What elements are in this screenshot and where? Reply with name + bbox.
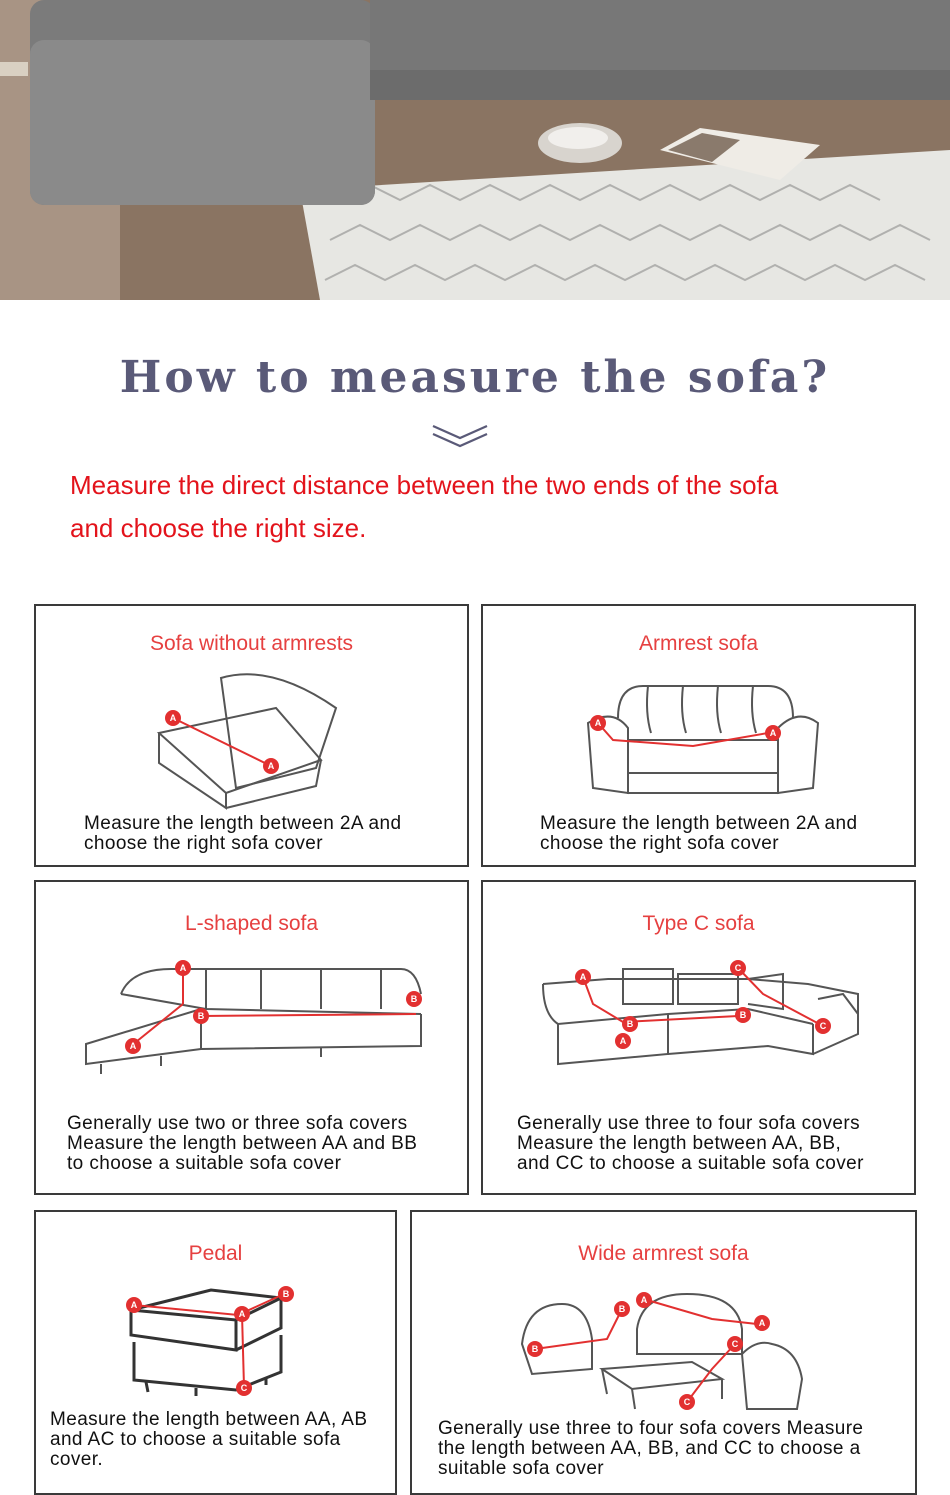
card-description bbox=[67, 1114, 417, 1174]
wide-armrest-sofa-illustration bbox=[517, 1284, 807, 1419]
type-c-sofa-illustration bbox=[538, 954, 868, 1089]
card-description bbox=[540, 814, 857, 854]
description-line: Measure the length between AA, BB, bbox=[517, 1133, 842, 1154]
card-type-c-sofa bbox=[481, 880, 916, 1195]
double-chevron-down-icon bbox=[431, 422, 491, 450]
card-title: Type C sofa bbox=[642, 912, 755, 935]
description-line: to choose a suitable sofa cover bbox=[67, 1153, 342, 1174]
marker-label: C bbox=[734, 963, 742, 973]
description-line: Measure the length between AA, AB bbox=[50, 1409, 368, 1430]
card-title: Sofa without armrests bbox=[149, 632, 354, 655]
marker-label: C bbox=[731, 1339, 739, 1349]
description-line: Generally use three to four sofa covers bbox=[517, 1113, 860, 1134]
marker-label: A bbox=[619, 1036, 627, 1046]
marker-label: C bbox=[240, 1383, 248, 1393]
measure-instruction bbox=[70, 464, 900, 550]
marker-label: C bbox=[683, 1397, 691, 1407]
marker-label: A bbox=[769, 728, 777, 738]
marker-label: A bbox=[758, 1318, 766, 1328]
marker-label: A bbox=[238, 1309, 246, 1319]
instruction-line-2: and choose the right size. bbox=[70, 513, 367, 543]
marker-label: A bbox=[130, 1300, 138, 1310]
armless-sofa-illustration bbox=[151, 668, 351, 818]
description-line: suitable sofa cover bbox=[438, 1458, 605, 1479]
description-line: cover. bbox=[50, 1449, 104, 1470]
marker-label: B bbox=[197, 1011, 205, 1021]
description-line: Measure the length between 2A and bbox=[540, 813, 858, 834]
card-title: Armrest sofa bbox=[638, 632, 759, 655]
card-wide-armrest-sofa bbox=[410, 1210, 917, 1495]
card-sofa-without-armrests bbox=[34, 604, 469, 867]
description-line: Generally use three to four sofa covers Measure bbox=[438, 1418, 864, 1439]
marker-label: A bbox=[129, 1041, 137, 1051]
description-line: and CC to choose a suitable sofa cover bbox=[517, 1153, 864, 1174]
instruction-line-1: Measure the direct distance between the two ends of the sofa bbox=[70, 470, 779, 500]
description-line: Measure the length between 2A and bbox=[84, 813, 402, 834]
marker-label: C bbox=[819, 1021, 827, 1031]
description-line: Generally use two or three sofa covers bbox=[67, 1113, 408, 1134]
l-shaped-sofa-illustration bbox=[81, 954, 431, 1084]
card-armrest-sofa bbox=[481, 604, 916, 867]
description-line: choose the right sofa cover bbox=[84, 833, 323, 854]
marker-label: A bbox=[169, 713, 177, 723]
marker-label: B bbox=[410, 994, 418, 1004]
marker-label: A bbox=[179, 963, 187, 973]
card-description bbox=[517, 1114, 864, 1174]
card-description bbox=[50, 1410, 367, 1470]
marker-label: A bbox=[579, 972, 587, 982]
pedal-ottoman-illustration bbox=[116, 1280, 316, 1410]
card-title: L-shaped sofa bbox=[184, 912, 319, 935]
description-line: and AC to choose a suitable sofa bbox=[50, 1429, 341, 1450]
card-title: Pedal bbox=[188, 1242, 243, 1265]
marker-label: B bbox=[626, 1019, 634, 1029]
hero-photo bbox=[0, 0, 950, 300]
marker-label: B bbox=[739, 1010, 747, 1020]
marker-label: B bbox=[618, 1304, 626, 1314]
card-title: Wide armrest sofa bbox=[578, 1242, 749, 1265]
description-line: choose the right sofa cover bbox=[540, 833, 779, 854]
marker-label: B bbox=[531, 1344, 539, 1354]
armrest-sofa-illustration bbox=[583, 678, 823, 808]
marker-label: A bbox=[267, 761, 275, 771]
card-pedal bbox=[34, 1210, 397, 1495]
description-line: Measure the length between AA and BB bbox=[67, 1133, 418, 1154]
page-title: How to measure the sofa? bbox=[119, 352, 831, 403]
card-description bbox=[438, 1419, 863, 1479]
marker-label: A bbox=[640, 1295, 648, 1305]
marker-label: A bbox=[594, 718, 602, 728]
card-l-shaped-sofa bbox=[34, 880, 469, 1195]
card-description bbox=[84, 814, 401, 854]
description-line: the length between AA, BB, and CC to choose a bbox=[438, 1438, 861, 1459]
marker-label: B bbox=[282, 1289, 290, 1299]
